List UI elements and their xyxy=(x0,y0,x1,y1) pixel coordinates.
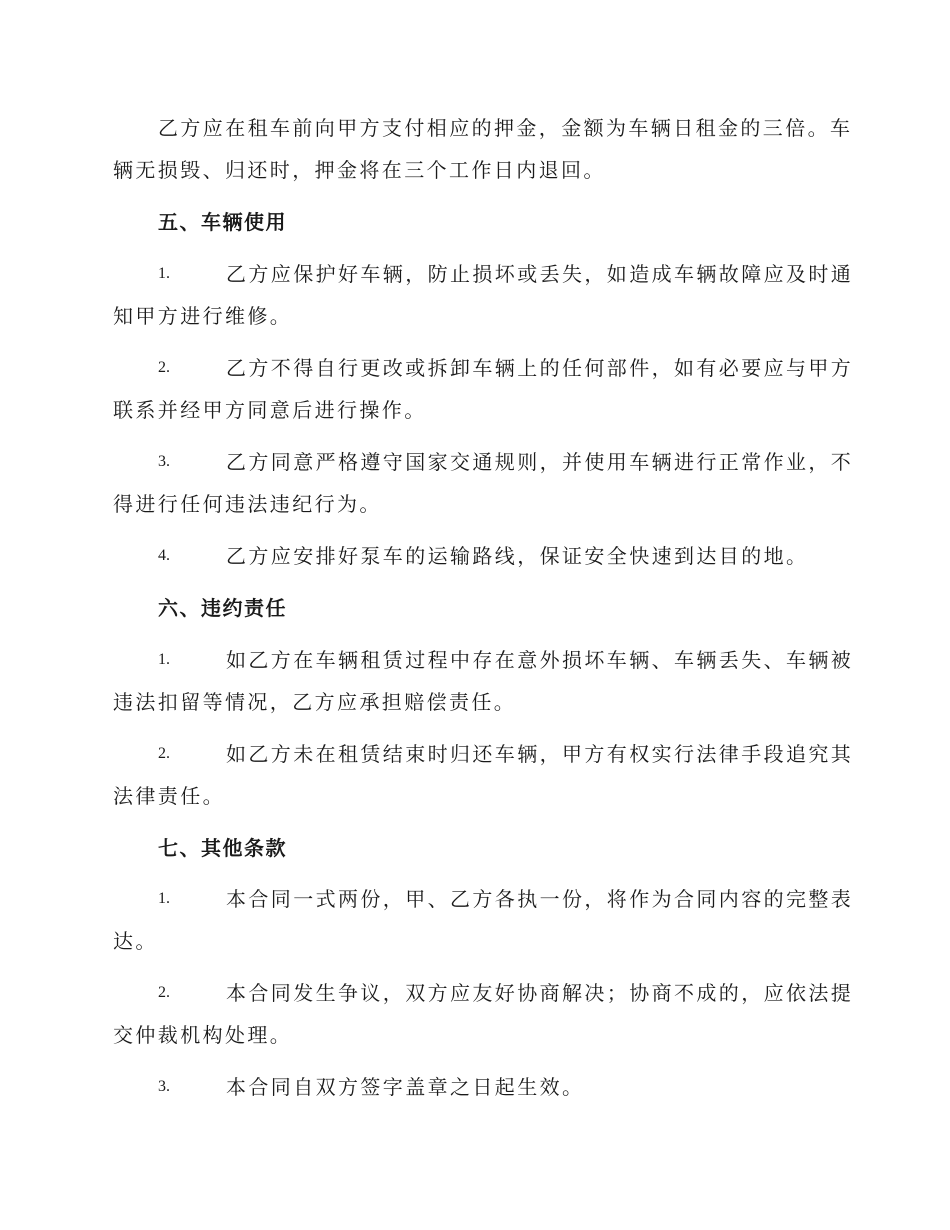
section7-item2-line1: 本合同发生争议，双方应友好协商解决；协商不成的，应依法提 xyxy=(226,981,854,1005)
deposit-paragraph-line2: 辆无损毁、归还时，押金将在三个工作日内退回。 xyxy=(113,158,606,182)
section7-item2-number: 2. xyxy=(158,984,170,1001)
section7-item1-line1: 本合同一式两份，甲、乙方各执一份，将作为合同内容的完整表 xyxy=(226,887,854,911)
section5-item3-line1: 乙方同意严格遵守国家交通规则，并使用车辆进行正常作业，不 xyxy=(226,450,854,474)
section6-item2-number: 2. xyxy=(158,745,170,762)
section7-item3-number: 3. xyxy=(158,1078,170,1095)
section6-item2-line2: 法律责任。 xyxy=(113,784,225,808)
section5-item1-number: 1. xyxy=(158,265,170,282)
section5-item2-line2: 联系并经甲方同意后进行操作。 xyxy=(113,398,427,422)
section5-item4-number: 4. xyxy=(158,547,170,564)
section7-item1-line2: 达。 xyxy=(113,929,158,953)
section5-item2-number: 2. xyxy=(158,359,170,376)
section6-item2-line1: 如乙方未在租赁结束时归还车辆，甲方有权实行法律手段追究其 xyxy=(226,742,854,766)
section5-item1-line2: 知甲方进行维修。 xyxy=(113,304,293,328)
section5-item3-line2: 得进行任何违法违纪行为。 xyxy=(113,492,382,516)
section6-item1-line1: 如乙方在车辆租赁过程中存在意外损坏车辆、车辆丢失、车辆被 xyxy=(226,648,854,672)
section5-item2-line1: 乙方不得自行更改或拆卸车辆上的任何部件，如有必要应与甲方 xyxy=(226,356,854,380)
section7-item2-line2: 交仲裁机构处理。 xyxy=(113,1023,293,1047)
section5-item3-number: 3. xyxy=(158,453,170,470)
section5-item1-line1: 乙方应保护好车辆，防止损坏或丢失，如造成车辆故障应及时通 xyxy=(226,262,854,286)
deposit-paragraph-line1: 乙方应在租车前向甲方支付相应的押金，金额为车辆日租金的三倍。车 xyxy=(158,116,853,140)
section6-item1-line2: 违法扣留等情况，乙方应承担赔偿责任。 xyxy=(113,690,517,714)
section7-item1-number: 1. xyxy=(158,890,170,907)
section7-heading: 七、其他条款 xyxy=(158,836,287,860)
section5-heading: 五、车辆使用 xyxy=(158,210,287,234)
section5-item4-line1: 乙方应安排好泵车的运输路线，保证安全快速到达目的地。 xyxy=(226,544,809,568)
section7-item3-line1: 本合同自双方签字盖章之日起生效。 xyxy=(226,1075,585,1099)
section6-item1-number: 1. xyxy=(158,651,170,668)
section6-heading: 六、违约责任 xyxy=(158,596,287,620)
